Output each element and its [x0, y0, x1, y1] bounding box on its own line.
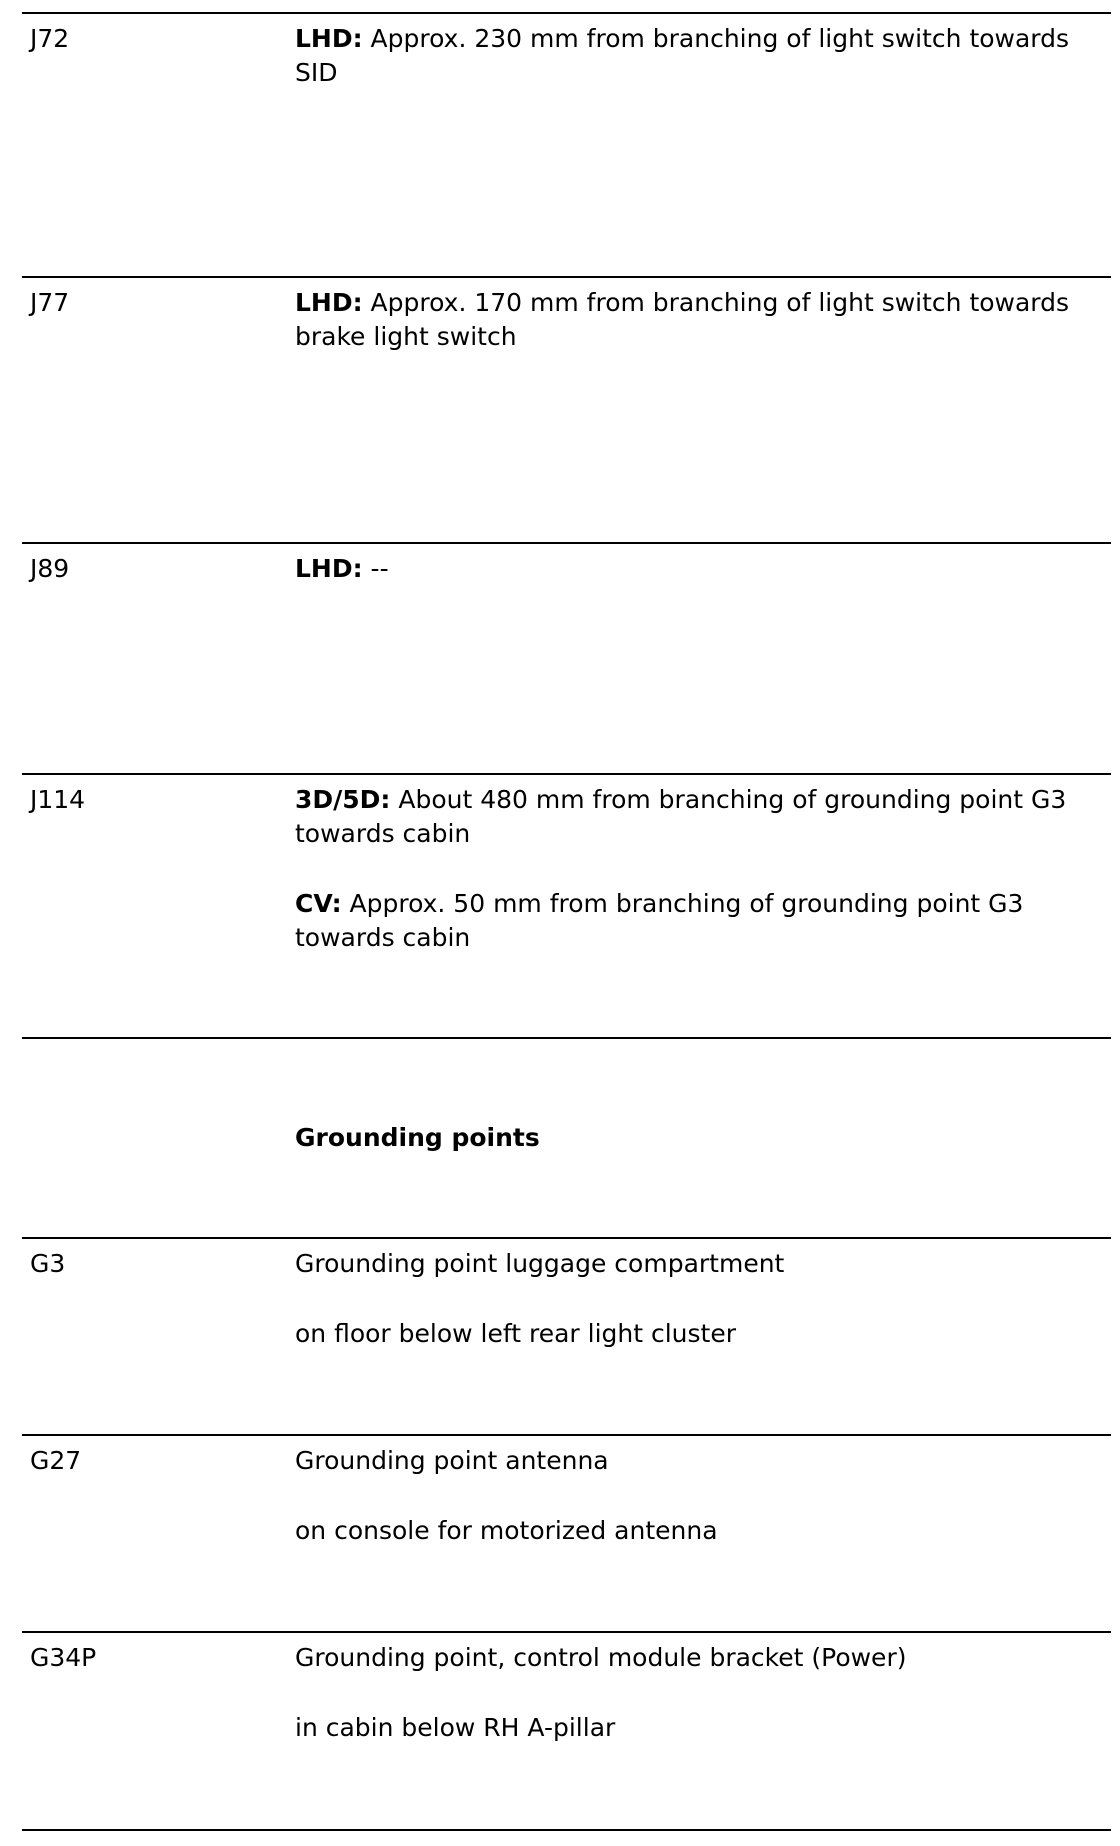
variant-label: LHD:	[295, 554, 363, 583]
row-divider	[22, 1829, 1111, 1831]
row-divider	[22, 1037, 1111, 1039]
variant-label: 3D/5D:	[295, 785, 391, 814]
grounding-name: Grounding point luggage compartment	[295, 1249, 785, 1278]
component-code: J77	[30, 288, 70, 317]
description-paragraph	[295, 552, 1095, 586]
description-text: Approx. 170 mm from branching of light switch towards brake light switch	[295, 288, 1070, 351]
grounding-location: on console for motorized antenna	[295, 1516, 718, 1545]
location-description	[295, 783, 1095, 955]
description-paragraph	[295, 22, 1095, 90]
row-divider	[22, 12, 1111, 14]
row-divider	[22, 276, 1111, 278]
row-divider	[22, 1434, 1111, 1436]
row-divider	[22, 1237, 1111, 1239]
component-code: J72	[30, 24, 70, 53]
row-divider	[22, 1631, 1111, 1633]
row-divider	[22, 773, 1111, 775]
section-title: Grounding points	[295, 1123, 540, 1152]
variant-label: CV:	[295, 889, 342, 918]
description-text: About 480 mm from branching of grounding point G3 towards cabin	[295, 785, 1067, 848]
location-description	[295, 286, 1095, 354]
description-paragraph	[295, 887, 1095, 955]
variant-label: LHD:	[295, 24, 363, 53]
description-text: Approx. 50 mm from branching of grounding point G3 towards cabin	[295, 889, 1024, 952]
grounding-code: G3	[30, 1249, 66, 1278]
grounding-name: Grounding point antenna	[295, 1446, 609, 1475]
grounding-code: G27	[30, 1446, 82, 1475]
grounding-location: on floor below left rear light cluster	[295, 1319, 737, 1348]
description-text: --	[362, 554, 389, 583]
grounding-description	[295, 1247, 1095, 1351]
location-description	[295, 552, 1095, 586]
grounding-code: G34P	[30, 1643, 97, 1672]
grounding-name: Grounding point, control module bracket (Power)	[295, 1643, 907, 1672]
row-divider	[22, 542, 1111, 544]
description-paragraph	[295, 286, 1095, 354]
description-paragraph	[295, 783, 1095, 851]
grounding-location: in cabin below RH A-pillar	[295, 1713, 616, 1742]
variant-label: LHD:	[295, 288, 363, 317]
grounding-description	[295, 1444, 1095, 1548]
grounding-description	[295, 1641, 1095, 1745]
description-text: Approx. 230 mm from branching of light switch towards SID	[295, 24, 1070, 87]
component-code: J114	[30, 785, 86, 814]
component-code: J89	[30, 554, 70, 583]
location-description	[295, 22, 1095, 90]
